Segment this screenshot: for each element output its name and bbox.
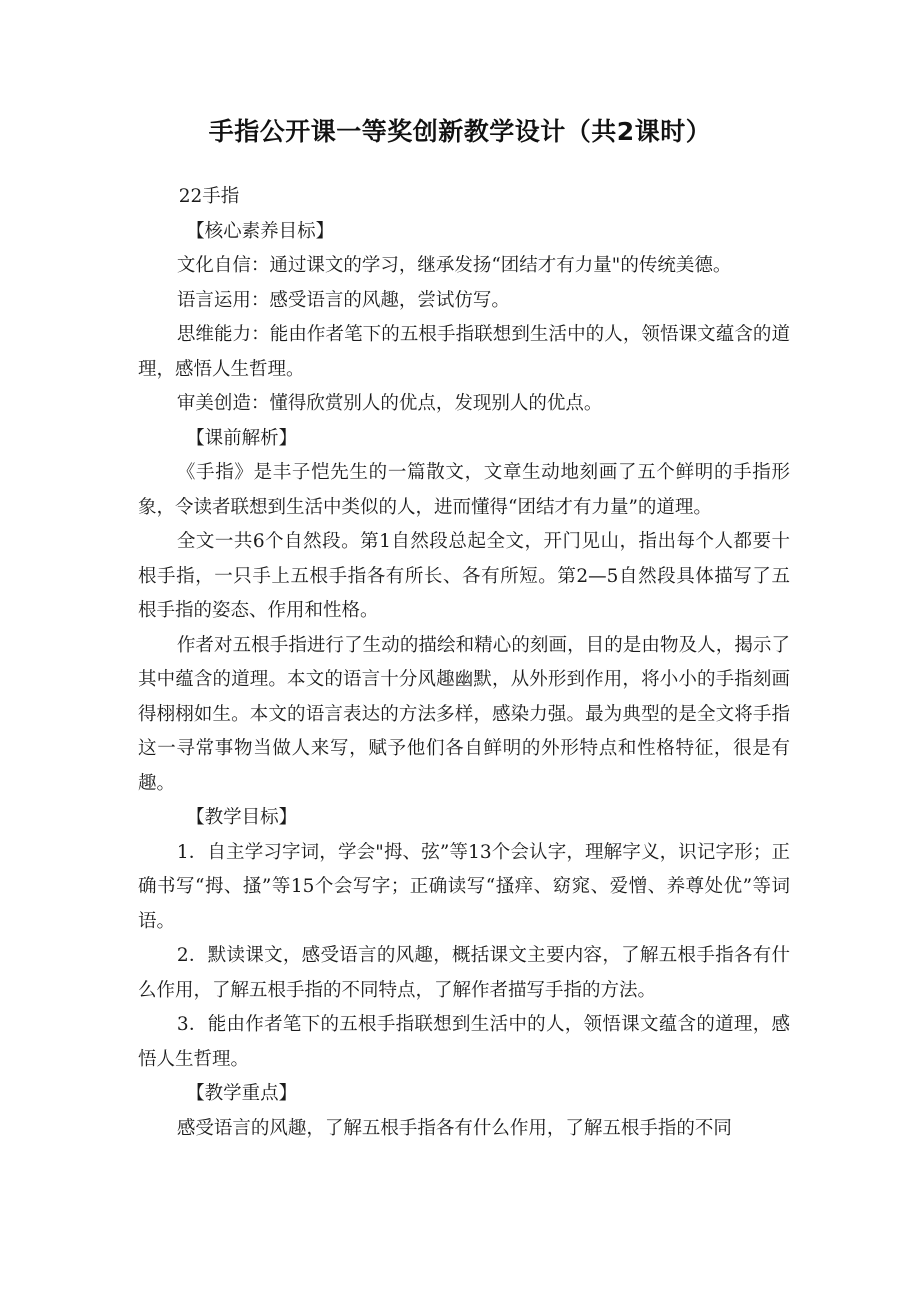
culture-goal-paragraph: 文化自信：通过课文的学习，继承发扬“团结才有力量"的传统美德。 — [176, 255, 732, 276]
teaching-focus-paragraph: 感受语言的风趣，了解五根手指各有什么作用，了解五根手指的不同 — [176, 1117, 732, 1139]
lesson-number: 22手指 — [178, 186, 240, 207]
core-literacy-heading: 【核心素养目标】 — [186, 220, 335, 242]
pre-analysis-paragraph-1: 《手指》是丰子恺先生的一篇散文，文章生动地刻画了五个鲜明的手指形象，令读者联想到生活中类似的人，进而懂得“团结才有力量”的道理。 — [138, 462, 790, 518]
pre-analysis-paragraph-2: 全文一共6个自然段。第1自然段总起全文，开门见山，指出每个人都要十根手指，一只手上五根手指各有所长、各有所短。第2—5自然段具体描写了五根手指的姿态、作用和性格。 — [138, 531, 790, 621]
aesthetic-goal-paragraph: 审美创造：懂得欣赏别人的优点，发现别人的优点。 — [176, 393, 603, 414]
document-title: 手指公开课一等奖创新教学设计（共2课时） — [208, 117, 712, 146]
teaching-goals-heading: 【教学目标】 — [186, 807, 298, 828]
thinking-goal-paragraph: 思维能力：能由作者笔下的五根手指联想到生活中的人，领悟课文蕴含的道理，感悟人生哲理。 — [138, 324, 790, 380]
pre-analysis-paragraph-3: 作者对五根手指进行了生动的描绘和精心的刻画，目的是由物及人，揭示了其中蕴含的道理。本文的语言十分风趣幽默，从外形到作用，将小小的手指刻画得栩栩如生。本文的语言表达的方法多样，感染力强。最为典型的是全文将手指这一寻常事物当做人来写，赋予他们各自鲜明的外形特点和性格特征，很是有趣。 — [138, 634, 790, 794]
pre-analysis-heading: 【课前解析】 — [186, 427, 298, 449]
teaching-focus-heading: 【教学重点】 — [186, 1083, 298, 1104]
teaching-goal-1: 1．自主学习字词，学会"拇、弦”等13个会认字，理解字义，识记字形；正确书写“拇、搔”等15个会写字；正确读写“搔痒、窈窕、爱憎、养尊处优”等词语。 — [138, 841, 790, 932]
document-body — [138, 180, 790, 1146]
teaching-goal-3: 3．能由作者笔下的五根手指联想到生活中的人，领悟课文蕴含的道理，感悟人生哲理。 — [138, 1014, 790, 1070]
language-goal-paragraph: 语言运用：感受语言的风趣，尝试仿写。 — [176, 289, 510, 311]
teaching-goal-2: 2．默读课文，感受语言的风趣，概括课文主要内容，了解五根手指各有什么作用，了解五根手指的不同特点，了解作者描写手指的方法。 — [138, 945, 790, 1001]
